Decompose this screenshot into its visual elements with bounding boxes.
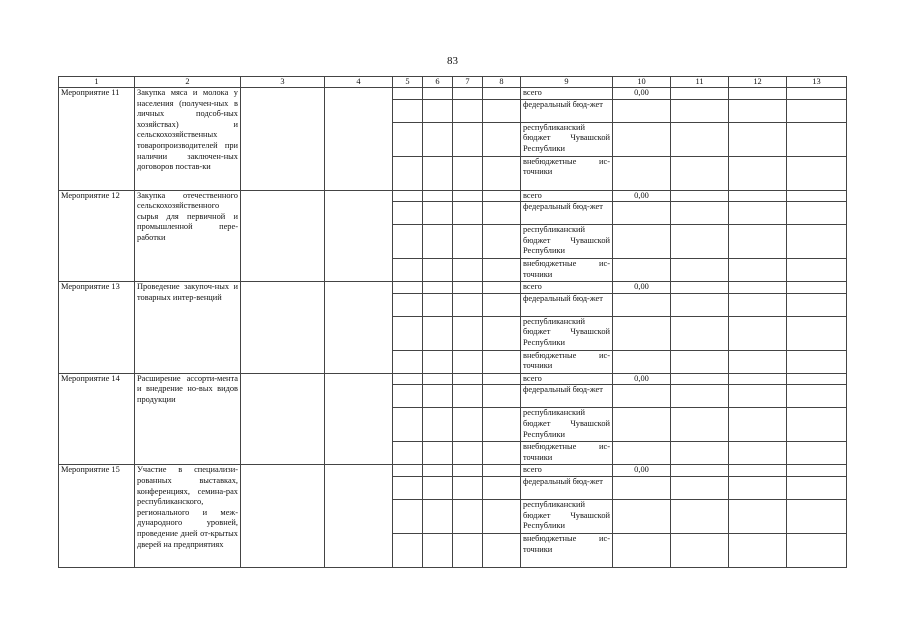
activity-label: Мероприятие 14 bbox=[59, 373, 135, 465]
funding-source: республиканский бюджет Чувашской Республики bbox=[521, 122, 613, 156]
amount-cell: 0,00 bbox=[613, 282, 671, 294]
code-cell bbox=[483, 373, 521, 385]
year-cell bbox=[787, 476, 847, 499]
code-cell bbox=[483, 190, 521, 202]
activity-label: Мероприятие 13 bbox=[59, 282, 135, 374]
code-cell bbox=[393, 282, 423, 294]
funding-source: федеральный бюд-жет bbox=[521, 476, 613, 499]
funding-source: внебюджетные ис-точники bbox=[521, 156, 613, 190]
code-cell bbox=[393, 99, 423, 122]
activity-label: Мероприятие 12 bbox=[59, 190, 135, 282]
code-cell bbox=[423, 259, 453, 282]
code-cell bbox=[483, 293, 521, 316]
year-cell bbox=[671, 499, 729, 533]
year-cell bbox=[787, 385, 847, 408]
code-cell bbox=[453, 316, 483, 350]
year-cell bbox=[671, 282, 729, 294]
funding-source: внебюджетные ис-точники bbox=[521, 350, 613, 373]
page-number: 83 bbox=[447, 55, 458, 67]
code-cell bbox=[393, 385, 423, 408]
activity-label: Мероприятие 15 bbox=[59, 465, 135, 568]
year-cell bbox=[787, 225, 847, 259]
code-cell bbox=[453, 202, 483, 225]
year-cell bbox=[729, 190, 787, 202]
code-cell bbox=[423, 225, 453, 259]
code-cell bbox=[393, 293, 423, 316]
amount-cell bbox=[613, 122, 671, 156]
code-cell bbox=[453, 88, 483, 100]
code-cell bbox=[393, 499, 423, 533]
funding-source: всего bbox=[521, 465, 613, 477]
code-cell bbox=[393, 225, 423, 259]
code-cell bbox=[423, 476, 453, 499]
code-cell bbox=[423, 408, 453, 442]
code-cell bbox=[483, 122, 521, 156]
code-cell bbox=[393, 122, 423, 156]
code-cell bbox=[483, 316, 521, 350]
year-cell bbox=[729, 316, 787, 350]
amount-cell bbox=[613, 499, 671, 533]
year-cell bbox=[671, 385, 729, 408]
year-cell bbox=[671, 88, 729, 100]
code-cell bbox=[483, 259, 521, 282]
amount-cell bbox=[613, 99, 671, 122]
amount-cell: 0,00 bbox=[613, 373, 671, 385]
amount-cell bbox=[613, 476, 671, 499]
table-row bbox=[59, 465, 847, 477]
table-row bbox=[59, 282, 847, 294]
code-cell bbox=[453, 465, 483, 477]
funding-source: федеральный бюд-жет bbox=[521, 293, 613, 316]
code-cell bbox=[393, 465, 423, 477]
year-cell bbox=[729, 225, 787, 259]
funding-source: республиканский бюджет Чувашской Республики bbox=[521, 408, 613, 442]
code-cell bbox=[483, 282, 521, 294]
table-row bbox=[59, 88, 847, 100]
year-cell bbox=[671, 156, 729, 190]
year-cell bbox=[671, 533, 729, 567]
year-cell bbox=[787, 465, 847, 477]
code-cell bbox=[393, 88, 423, 100]
year-cell bbox=[729, 282, 787, 294]
funding-source: федеральный бюд-жет bbox=[521, 99, 613, 122]
year-cell bbox=[787, 499, 847, 533]
code-cell bbox=[483, 408, 521, 442]
year-cell bbox=[787, 533, 847, 567]
column-header: 4 bbox=[325, 77, 393, 88]
year-cell bbox=[787, 259, 847, 282]
amount-cell bbox=[613, 442, 671, 465]
amount-cell: 0,00 bbox=[613, 190, 671, 202]
year-cell bbox=[671, 122, 729, 156]
code-cell bbox=[423, 122, 453, 156]
year-cell bbox=[729, 373, 787, 385]
amount-cell bbox=[613, 259, 671, 282]
funding-source: всего bbox=[521, 282, 613, 294]
year-cell bbox=[671, 373, 729, 385]
year-cell bbox=[729, 122, 787, 156]
code-cell bbox=[453, 408, 483, 442]
code-cell bbox=[453, 442, 483, 465]
activity-name: Участие в специализи-рованных выставках, конференциях, семина-рах республиканского, регионального и меж-дународного уровней, проведение дней от-крытых дверей на предприятиях bbox=[135, 465, 241, 568]
code-cell bbox=[423, 282, 453, 294]
amount-cell bbox=[613, 350, 671, 373]
code-cell bbox=[453, 350, 483, 373]
column-header: 9 bbox=[521, 77, 613, 88]
code-cell bbox=[453, 293, 483, 316]
year-cell bbox=[671, 202, 729, 225]
code-cell bbox=[483, 499, 521, 533]
year-cell bbox=[729, 499, 787, 533]
year-cell bbox=[729, 465, 787, 477]
year-cell bbox=[729, 293, 787, 316]
year-cell bbox=[787, 122, 847, 156]
year-cell bbox=[729, 408, 787, 442]
year-cell bbox=[787, 99, 847, 122]
year-cell bbox=[787, 156, 847, 190]
participants-cell bbox=[325, 465, 393, 568]
column-header: 6 bbox=[423, 77, 453, 88]
amount-cell bbox=[613, 156, 671, 190]
code-cell bbox=[453, 122, 483, 156]
column-header: 13 bbox=[787, 77, 847, 88]
code-cell bbox=[393, 190, 423, 202]
responsible-cell bbox=[241, 88, 325, 191]
table-row bbox=[59, 190, 847, 202]
funding-source: федеральный бюд-жет bbox=[521, 385, 613, 408]
code-cell bbox=[393, 156, 423, 190]
code-cell bbox=[453, 99, 483, 122]
code-cell bbox=[423, 385, 453, 408]
code-cell bbox=[453, 476, 483, 499]
responsible-cell bbox=[241, 282, 325, 374]
funding-source: республиканский бюджет Чувашской Республики bbox=[521, 225, 613, 259]
funding-source: внебюджетные ис-точники bbox=[521, 533, 613, 567]
year-cell bbox=[671, 442, 729, 465]
year-cell bbox=[729, 476, 787, 499]
code-cell bbox=[423, 88, 453, 100]
code-cell bbox=[483, 99, 521, 122]
amount-cell: 0,00 bbox=[613, 465, 671, 477]
year-cell bbox=[671, 190, 729, 202]
year-cell bbox=[787, 293, 847, 316]
code-cell bbox=[483, 225, 521, 259]
funding-source: республиканский бюджет Чувашской Республики bbox=[521, 316, 613, 350]
code-cell bbox=[423, 499, 453, 533]
year-cell bbox=[671, 259, 729, 282]
code-cell bbox=[423, 373, 453, 385]
activity-name: Закупка отечественного сельскохозяйственного сырья для первичной и промышленной пере-работки bbox=[135, 190, 241, 282]
funding-source: внебюджетные ис-точники bbox=[521, 442, 613, 465]
year-cell bbox=[729, 442, 787, 465]
table-row bbox=[59, 373, 847, 385]
code-cell bbox=[483, 350, 521, 373]
code-cell bbox=[453, 499, 483, 533]
header-row bbox=[59, 77, 847, 88]
year-cell bbox=[729, 88, 787, 100]
column-header: 11 bbox=[671, 77, 729, 88]
code-cell bbox=[393, 259, 423, 282]
amount-cell bbox=[613, 202, 671, 225]
year-cell bbox=[787, 408, 847, 442]
year-cell bbox=[671, 465, 729, 477]
column-header: 12 bbox=[729, 77, 787, 88]
code-cell bbox=[483, 442, 521, 465]
year-cell bbox=[671, 225, 729, 259]
responsible-cell bbox=[241, 373, 325, 465]
code-cell bbox=[483, 465, 521, 477]
year-cell bbox=[729, 533, 787, 567]
code-cell bbox=[453, 156, 483, 190]
amount-cell bbox=[613, 225, 671, 259]
funding-source: федеральный бюд-жет bbox=[521, 202, 613, 225]
code-cell bbox=[393, 476, 423, 499]
code-cell bbox=[453, 259, 483, 282]
funding-source: всего bbox=[521, 88, 613, 100]
code-cell bbox=[393, 442, 423, 465]
responsible-cell bbox=[241, 465, 325, 568]
year-cell bbox=[729, 99, 787, 122]
participants-cell bbox=[325, 190, 393, 282]
participants-cell bbox=[325, 282, 393, 374]
year-cell bbox=[787, 88, 847, 100]
amount-cell bbox=[613, 293, 671, 316]
column-header: 1 bbox=[59, 77, 135, 88]
code-cell bbox=[423, 99, 453, 122]
year-cell bbox=[729, 350, 787, 373]
column-header: 8 bbox=[483, 77, 521, 88]
code-cell bbox=[423, 156, 453, 190]
code-cell bbox=[423, 190, 453, 202]
funding-source: внебюджетные ис-точники bbox=[521, 259, 613, 282]
code-cell bbox=[423, 350, 453, 373]
funding-source: всего bbox=[521, 373, 613, 385]
code-cell bbox=[453, 225, 483, 259]
activity-name: Расширение ассорти-мента и внедрение но-вых видов продукции bbox=[135, 373, 241, 465]
code-cell bbox=[483, 533, 521, 567]
code-cell bbox=[393, 202, 423, 225]
amount-cell bbox=[613, 385, 671, 408]
year-cell bbox=[787, 350, 847, 373]
activity-name: Закупка мяса и молока у населения (получен-ных в личных подсоб-ных хозяйствах) и сельскохозяйственных товаропроизводителей при наличии заключен-ных договоров постав-ки bbox=[135, 88, 241, 191]
year-cell bbox=[671, 476, 729, 499]
year-cell bbox=[729, 259, 787, 282]
code-cell bbox=[423, 293, 453, 316]
code-cell bbox=[423, 442, 453, 465]
code-cell bbox=[453, 385, 483, 408]
code-cell bbox=[393, 373, 423, 385]
activity-label: Мероприятие 11 bbox=[59, 88, 135, 191]
responsible-cell bbox=[241, 190, 325, 282]
column-header: 5 bbox=[393, 77, 423, 88]
year-cell bbox=[671, 316, 729, 350]
code-cell bbox=[423, 202, 453, 225]
year-cell bbox=[787, 373, 847, 385]
column-header: 3 bbox=[241, 77, 325, 88]
amount-cell bbox=[613, 408, 671, 442]
code-cell bbox=[393, 316, 423, 350]
column-header: 10 bbox=[613, 77, 671, 88]
funding-table bbox=[58, 76, 847, 568]
participants-cell bbox=[325, 373, 393, 465]
code-cell bbox=[483, 202, 521, 225]
code-cell bbox=[483, 385, 521, 408]
year-cell bbox=[671, 350, 729, 373]
column-header: 7 bbox=[453, 77, 483, 88]
amount-cell bbox=[613, 533, 671, 567]
code-cell bbox=[423, 316, 453, 350]
funding-source: республиканский бюджет Чувашской Республики bbox=[521, 499, 613, 533]
code-cell bbox=[483, 476, 521, 499]
code-cell bbox=[453, 373, 483, 385]
activity-rows bbox=[59, 88, 847, 568]
code-cell bbox=[393, 408, 423, 442]
activity-name: Проведение закупоч-ных и товарных интер-венций bbox=[135, 282, 241, 374]
year-cell bbox=[729, 202, 787, 225]
year-cell bbox=[787, 202, 847, 225]
amount-cell bbox=[613, 316, 671, 350]
year-cell bbox=[787, 282, 847, 294]
participants-cell bbox=[325, 88, 393, 191]
code-cell bbox=[423, 533, 453, 567]
year-cell bbox=[729, 156, 787, 190]
code-cell bbox=[393, 533, 423, 567]
year-cell bbox=[729, 385, 787, 408]
amount-cell: 0,00 bbox=[613, 88, 671, 100]
year-cell bbox=[671, 99, 729, 122]
code-cell bbox=[483, 156, 521, 190]
year-cell bbox=[671, 408, 729, 442]
code-cell bbox=[483, 88, 521, 100]
year-cell bbox=[671, 293, 729, 316]
column-header: 2 bbox=[135, 77, 241, 88]
code-cell bbox=[453, 282, 483, 294]
code-cell bbox=[453, 533, 483, 567]
year-cell bbox=[787, 190, 847, 202]
code-cell bbox=[393, 350, 423, 373]
funding-source: всего bbox=[521, 190, 613, 202]
year-cell bbox=[787, 316, 847, 350]
year-cell bbox=[787, 442, 847, 465]
code-cell bbox=[453, 190, 483, 202]
code-cell bbox=[423, 465, 453, 477]
